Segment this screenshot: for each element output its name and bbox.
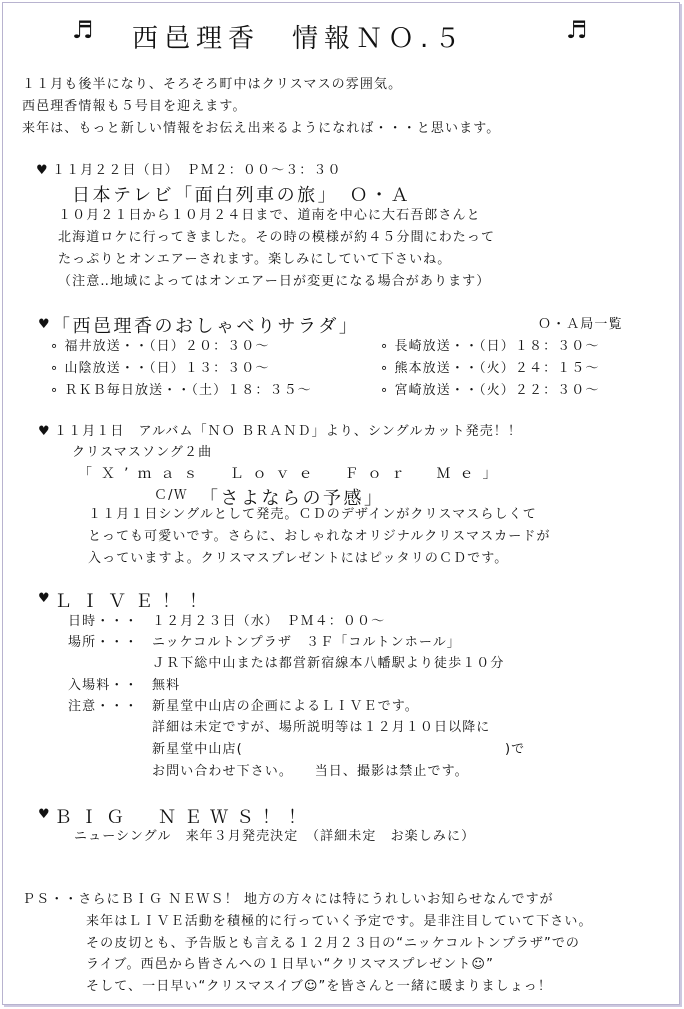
tv-desc-line-1: １０月２１日から１０月２４日まで、道南を中心に大石吾郎さんと [58, 208, 481, 223]
radio-station-list-label: Ｏ・Ａ局一覧 [538, 317, 623, 332]
live-date: １２月２３日（水） ＰＭ４：００〜 [152, 614, 386, 629]
radio-program-title: 「西邑理香のおしゃべりサラダ」 [52, 316, 360, 337]
tv-broadcast-header: １１月２２日（日） ＰＭ２：００〜３：３０ [52, 163, 342, 178]
single-desc-line-1: １１月１日シングルとして発売。ＣＤのデザインがクリスマスらしくて [88, 507, 537, 522]
station-kumamoto: ∘ 熊本放送・・（火）２４：１５〜 [380, 361, 600, 376]
live-fee-label: 入場料・・ [68, 678, 139, 693]
music-note-icon-right: ♬ [566, 16, 588, 44]
single-desc-line-2: とっても可愛いです。さらに、おしゃれなオリジナルクリスマスカードが [88, 529, 551, 544]
song-title-sayonara: 「さよならの予感」 [200, 488, 385, 509]
intro-line-3: 来年は、もっと新しい情報をお伝え出来るようになれば・・・と思います。 [22, 121, 501, 136]
ps-line-5: そして、一日早い“クリスマスイブ☺”を皆さんと一緒に暖まりましょっ！ [86, 979, 552, 994]
intro-line-2: 西邑理香情報も５号目を迎えます。 [22, 99, 247, 114]
live-note-3b: )で [505, 742, 526, 757]
station-fukui: ∘ 福井放送・・（日）２０：３０〜 [50, 339, 270, 354]
cw-label: Ｃ/Ｗ [154, 488, 188, 503]
live-note-label: 注意・・・ [68, 699, 139, 714]
heart-icon: ♥ [38, 807, 50, 822]
tv-desc-line-4: （注意‥地域によってはオンエアー日が変更になる場合があります） [58, 274, 491, 289]
live-place: ニッケコルトンプラザ ３Ｆ「コルトンホール」 [152, 635, 461, 650]
heart-icon: ♥ [38, 424, 50, 439]
tv-desc-line-2: 北海道ロケに行ってきました。その時の模様が約４５分間にわたって [58, 230, 496, 245]
tv-program-title: 日本テレビ「面白列車の旅」 Ｏ・Ａ [72, 185, 412, 206]
ps-line-2: 来年はＬＩＶＥ活動を積極的に行っていく予定です。是非注目していて下さい。 [86, 914, 593, 929]
live-place-label: 場所・・・ [68, 635, 139, 650]
live-date-label: 日時・・・ [68, 614, 139, 629]
christmas-songs-label: クリスマスソング２曲 [72, 445, 213, 460]
station-nagasaki: ∘ 長崎放送・・（日）１８：３０〜 [380, 339, 600, 354]
live-note-2: 詳細は未定ですが、場所説明等は１２月１０日以降に [152, 720, 491, 735]
big-news-title: ＢＩＧ ＮＥＷＳ！！ [54, 807, 314, 828]
single-release-header: １１月１日 アルバム「ＮＯ ＢＲＡＮＤ」より、シングルカット発売！！ [54, 424, 522, 439]
live-note-1: 新星堂中山店の企画によるＬＩＶＥです。 [152, 699, 419, 714]
heart-icon: ♥ [38, 317, 50, 332]
music-note-icon-left: ♬ [72, 16, 94, 44]
heart-icon: ♥ [38, 591, 50, 606]
station-rkb: ∘ ＲＫＢ毎日放送・・（土）１８：３５〜 [50, 383, 312, 398]
station-sanin: ∘ 山陰放送・・（日）１３：３０〜 [50, 361, 270, 376]
heart-icon: ♥ [36, 163, 48, 178]
live-access: ＪＲ下総中山または都営新宿線本八幡駅より徒歩１０分 [152, 656, 505, 671]
live-note-4: お問い合わせ下さい。 当日、撮影は禁止です。 [152, 764, 469, 779]
live-fee: 無料 [152, 678, 181, 693]
station-miyazaki: ∘ 宮崎放送・・（火）２２：３０〜 [380, 383, 600, 398]
ps-line-3: その皮切とも、予告版とも言える１２月２３日の“ニッケコルトンプラザ”での [86, 936, 581, 951]
single-desc-line-3: 入っていますよ。クリスマスプレゼントにはピッタリのＣＤです。 [88, 551, 509, 566]
song-title-xmas: 「Ｘ’ｍａｓ Ｌｏｖｅ Ｆｏｒ Ｍｅ」 [78, 466, 506, 482]
live-note-3a: 新星堂中山店( [152, 742, 243, 757]
live-title: ＬＩＶＥ！！ [54, 591, 216, 612]
ps-line-1: ＰＳ・・さらにＢＩＧ ＮＥＷＳ！ 地方の方々には特にうれしいお知らせなんですが [22, 892, 554, 907]
tv-desc-line-3: たっぷりとオンエアーされます。楽しみにしていて下さいね。 [58, 252, 452, 267]
page-title: 西邑理香 情報ＮＯ.５ [132, 24, 467, 54]
big-news-line: ニューシングル 来年３月発売決定 （詳細未定 お楽しみに） [74, 829, 476, 844]
ps-line-4: ライブ。西邑から皆さんへの１日早い“クリスマスプレゼント☺” [86, 957, 494, 972]
intro-line-1: １１月も後半になり、そろそろ町中はクリスマスの雰囲気。 [22, 77, 403, 92]
